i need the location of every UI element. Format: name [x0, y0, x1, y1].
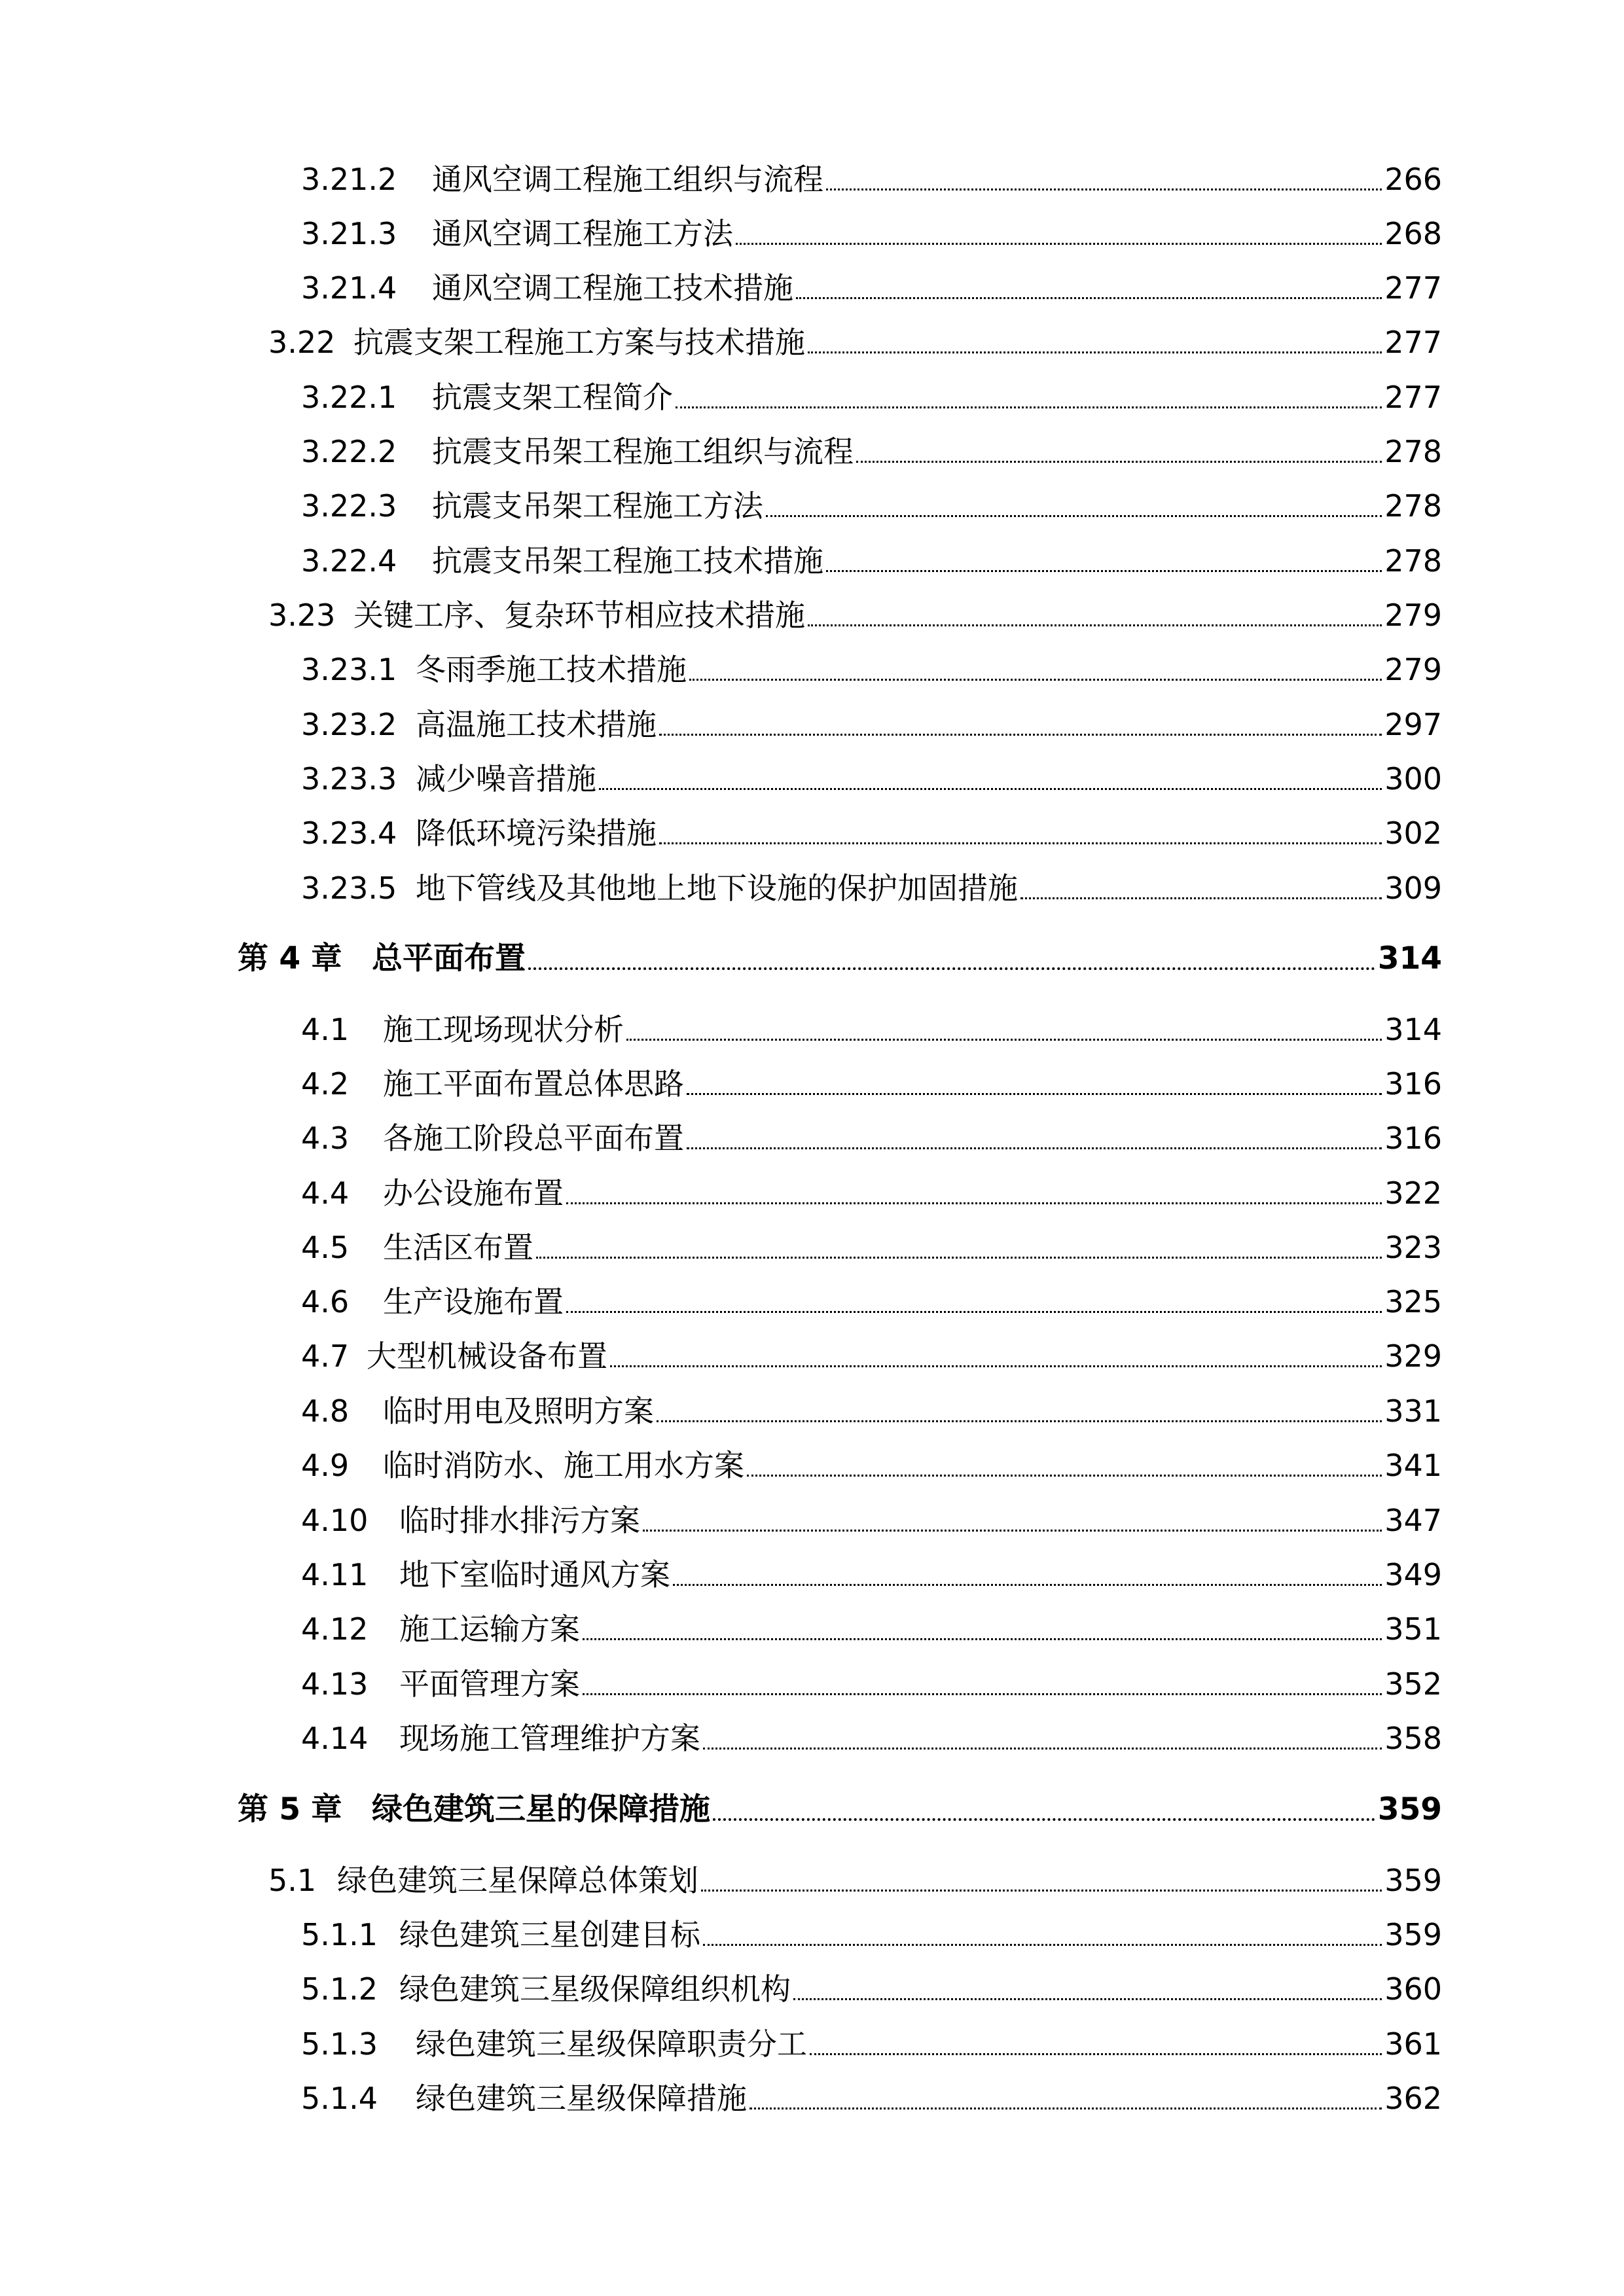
toc-entry-number: 3.23.5	[301, 870, 397, 906]
toc-entry-title: 施工运输方案	[399, 1611, 580, 1647]
toc-entry[interactable]	[301, 1715, 1442, 1761]
toc-entry-page-number: 322	[1384, 1175, 1442, 1211]
toc-entry-title: 抗震支吊架工程施工组织与流程	[432, 434, 854, 469]
toc-entry-title: 地下室临时通风方案	[399, 1557, 670, 1592]
toc-entry-page-number: 278	[1384, 488, 1442, 524]
toc-entry-title: 通风空调工程施工组织与流程	[432, 162, 823, 197]
dot-leader	[687, 1092, 1382, 1095]
toc-entry-title: 抗震支架工程施工方案与技术措施	[353, 325, 805, 360]
dot-leader	[676, 406, 1382, 408]
dot-leader	[749, 2107, 1382, 2109]
toc-entry-page-number: 360	[1384, 1971, 1442, 2007]
toc-entry-page-number: 279	[1384, 652, 1442, 687]
dot-leader	[703, 1943, 1382, 1946]
toc-entry[interactable]	[268, 1857, 1442, 1903]
toc-entry[interactable]	[301, 1279, 1442, 1325]
toc-chapter-entry[interactable]	[238, 1787, 1442, 1833]
toc-entry-page-number: 325	[1384, 1284, 1442, 1319]
toc-entry[interactable]	[301, 810, 1442, 856]
toc-entry-title: 平面管理方案	[399, 1666, 580, 1702]
toc-entry[interactable]	[301, 2021, 1442, 2067]
toc-entry-title: 临时用电及照明方案	[383, 1393, 654, 1429]
dot-leader	[808, 351, 1382, 353]
toc-entry-number: 5.1	[268, 1863, 317, 1898]
toc-entry-page-number: 277	[1384, 270, 1442, 306]
toc-entry-page-number: 352	[1384, 1666, 1442, 1702]
toc-entry-title: 各施工阶段总平面布置	[383, 1121, 684, 1156]
toc-entry-number: 4.5	[301, 1230, 350, 1265]
toc-entry[interactable]	[301, 1170, 1442, 1216]
dot-leader	[808, 624, 1382, 626]
dot-leader	[826, 569, 1382, 572]
toc-entry-number: 3.21.4	[301, 270, 397, 306]
toc-entry[interactable]	[301, 483, 1442, 529]
toc-entry-page-number: 362	[1384, 2081, 1442, 2116]
toc-entry[interactable]	[301, 1966, 1442, 2012]
dot-leader	[626, 1038, 1382, 1041]
toc-entry-number: 5.1.1	[301, 1917, 378, 1952]
toc-entry-title: 绿色建筑三星创建目标	[399, 1917, 700, 1952]
toc-entry-number: 3.23	[268, 598, 336, 633]
toc-entry[interactable]	[301, 211, 1442, 257]
toc-entry-number: 3.22	[268, 325, 336, 360]
toc-entry-title: 高温施工技术措施	[416, 707, 657, 742]
toc-entry[interactable]	[301, 647, 1442, 692]
toc-entry-number: 第 5 章	[238, 1791, 342, 1827]
toc-entry-title: 绿色建筑三星级保障组织机构	[399, 1971, 791, 2007]
dot-leader	[566, 1310, 1382, 1313]
toc-entry-number: 5.1.3	[301, 2026, 378, 2062]
toc-entry-title: 施工平面布置总体思路	[383, 1066, 684, 1102]
toc-entry-page-number: 351	[1384, 1611, 1442, 1647]
toc-entry-page-number: 359	[1384, 1863, 1442, 1898]
dot-leader	[689, 678, 1382, 681]
toc-entry[interactable]	[301, 702, 1442, 747]
toc-entry[interactable]	[301, 374, 1442, 420]
toc-entry[interactable]	[301, 265, 1442, 311]
toc-entry[interactable]	[301, 429, 1442, 475]
toc-entry-title: 临时排水排污方案	[399, 1503, 640, 1538]
toc-entry-page-number: 316	[1384, 1121, 1442, 1156]
dot-leader	[673, 1583, 1382, 1586]
toc-entry-number: 3.23.2	[301, 707, 397, 742]
toc-entry[interactable]	[301, 1443, 1442, 1488]
toc-entry-title: 抗震支吊架工程施工方法	[432, 488, 763, 524]
toc-entry-number: 4.12	[301, 1611, 369, 1647]
dot-leader	[793, 1998, 1382, 2000]
toc-entry-page-number: 297	[1384, 707, 1442, 742]
toc-entry-number: 4.14	[301, 1721, 369, 1756]
toc-entry-number: 4.8	[301, 1393, 350, 1429]
toc-entry-title: 绿色建筑三星级保障职责分工	[416, 2026, 807, 2062]
toc-entry[interactable]	[301, 756, 1442, 802]
toc-entry-title: 总平面布置	[372, 941, 526, 977]
toc-entry-number: 3.22.3	[301, 488, 397, 524]
toc-entry-number: 第 4 章	[238, 941, 342, 977]
toc-entry-page-number: 316	[1384, 1066, 1442, 1102]
toc-entry-number: 3.22.4	[301, 543, 397, 579]
dot-leader	[713, 1818, 1375, 1821]
dot-leader	[583, 1638, 1382, 1640]
toc-entry-title: 降低环境污染措施	[416, 816, 657, 851]
toc-entry-title: 地下管线及其他地上地下设施的保护加固措施	[416, 870, 1018, 906]
toc-entry[interactable]	[301, 1115, 1442, 1161]
toc-entry-page-number: 279	[1384, 598, 1442, 633]
dot-leader	[766, 514, 1382, 517]
dot-leader	[599, 787, 1382, 790]
toc-entry[interactable]	[301, 1498, 1442, 1543]
toc-entry-page-number: 349	[1384, 1557, 1442, 1592]
toc-entry-page-number: 359	[1377, 1791, 1442, 1827]
dot-leader	[701, 1889, 1382, 1892]
toc-entry-page-number: 266	[1384, 162, 1442, 197]
dot-leader	[796, 296, 1382, 299]
dot-leader	[736, 242, 1382, 245]
dot-leader	[810, 2053, 1382, 2055]
toc-entry-title: 生产设施布置	[383, 1284, 564, 1319]
toc-entry-number: 4.7	[301, 1338, 350, 1374]
toc-chapter-entry[interactable]	[238, 936, 1442, 982]
toc-entry[interactable]	[268, 592, 1442, 638]
toc-entry-title: 施工现场现状分析	[383, 1012, 624, 1047]
toc-entry-page-number: 329	[1384, 1338, 1442, 1374]
toc-entry-title: 大型机械设备布置	[367, 1338, 607, 1374]
toc-entry-number: 3.23.3	[301, 761, 397, 797]
toc-entry[interactable]	[301, 865, 1442, 911]
toc-entry-page-number: 331	[1384, 1393, 1442, 1429]
toc-entry[interactable]	[301, 538, 1442, 584]
toc-entry[interactable]	[301, 1007, 1442, 1052]
toc-entry[interactable]	[301, 1661, 1442, 1707]
dot-leader	[657, 1420, 1382, 1422]
dot-leader	[747, 1474, 1382, 1477]
toc-entry-title: 绿色建筑三星的保障措施	[372, 1791, 710, 1827]
toc-entry[interactable]	[301, 1912, 1442, 1958]
toc-entry-number: 3.22.2	[301, 434, 397, 469]
toc-entry-number: 5.1.4	[301, 2081, 378, 2116]
toc-entry-number: 5.1.2	[301, 1971, 378, 2007]
toc-entry-number: 3.21.2	[301, 162, 397, 197]
toc-entry-page-number: 300	[1384, 761, 1442, 797]
toc-entry-page-number: 302	[1384, 816, 1442, 851]
toc-entry-title: 减少噪音措施	[416, 761, 596, 797]
toc-entry-page-number: 358	[1384, 1721, 1442, 1756]
toc-entry-page-number: 277	[1384, 325, 1442, 360]
toc-entry-title: 现场施工管理维护方案	[399, 1721, 700, 1756]
toc-entry-title: 通风空调工程施工技术措施	[432, 270, 793, 306]
dot-leader	[1020, 897, 1382, 899]
dot-leader	[528, 967, 1375, 970]
dot-leader	[643, 1529, 1382, 1532]
toc-entry-number: 4.1	[301, 1012, 350, 1047]
dot-leader	[826, 188, 1382, 190]
toc-entry-page-number: 278	[1384, 434, 1442, 469]
toc-entry-page-number: 278	[1384, 543, 1442, 579]
dot-leader	[703, 1747, 1382, 1749]
toc-entry-page-number: 314	[1384, 1012, 1442, 1047]
toc-entry-number: 4.2	[301, 1066, 350, 1102]
toc-entry[interactable]	[301, 1333, 1442, 1379]
dot-leader	[536, 1256, 1382, 1259]
toc-entry[interactable]	[301, 2075, 1442, 2121]
toc-entry-number: 4.9	[301, 1448, 350, 1483]
toc-entry-number: 4.6	[301, 1284, 350, 1319]
toc-entry-title: 通风空调工程施工方法	[432, 216, 733, 251]
toc-entry-title: 临时消防水、施工用水方案	[383, 1448, 744, 1483]
toc-entry-title: 冬雨季施工技术措施	[416, 652, 687, 687]
toc-entry[interactable]	[301, 1061, 1442, 1107]
toc-entry-page-number: 277	[1384, 380, 1442, 415]
toc-entry-page-number: 268	[1384, 216, 1442, 251]
toc-entry-page-number: 323	[1384, 1230, 1442, 1265]
toc-entry-title: 关键工序、复杂环节相应技术措施	[353, 598, 805, 633]
toc-entry[interactable]	[301, 156, 1442, 202]
toc-entry-page-number: 341	[1384, 1448, 1442, 1483]
toc-entry-number: 3.23.1	[301, 652, 397, 687]
dot-leader	[687, 1147, 1382, 1149]
toc-entry-title: 办公设施布置	[383, 1175, 564, 1211]
toc-entry-title: 绿色建筑三星保障总体策划	[337, 1863, 698, 1898]
toc-entry-number: 4.3	[301, 1121, 350, 1156]
toc-entry-title: 生活区布置	[383, 1230, 533, 1265]
toc-entry-page-number: 361	[1384, 2026, 1442, 2062]
toc-entry-page-number: 309	[1384, 870, 1442, 906]
toc-entry-page-number: 359	[1384, 1917, 1442, 1952]
toc-entry-number: 3.23.4	[301, 816, 397, 851]
toc-entry-number: 4.10	[301, 1503, 369, 1538]
dot-leader	[856, 460, 1382, 463]
toc-entry[interactable]	[301, 1388, 1442, 1434]
toc-entry-number: 3.22.1	[301, 380, 397, 415]
toc-entry-title: 绿色建筑三星级保障措施	[416, 2081, 747, 2116]
dot-leader	[566, 1202, 1382, 1204]
toc-entry-page-number: 314	[1377, 941, 1442, 977]
toc-entry-number: 4.13	[301, 1666, 369, 1702]
dot-leader	[659, 842, 1382, 844]
toc-entry[interactable]	[268, 319, 1442, 365]
dot-leader	[659, 733, 1382, 736]
toc-entry-title: 抗震支架工程简介	[432, 380, 673, 415]
toc-entry-number: 3.21.3	[301, 216, 397, 251]
toc-entry-page-number: 347	[1384, 1503, 1442, 1538]
toc-entry-number: 4.4	[301, 1175, 350, 1211]
toc-entry-number: 4.11	[301, 1557, 369, 1592]
toc-entry[interactable]	[301, 1225, 1442, 1270]
dot-leader	[610, 1365, 1382, 1367]
toc-entry[interactable]	[301, 1552, 1442, 1598]
toc-entry[interactable]	[301, 1606, 1442, 1652]
toc-entry-title: 抗震支吊架工程施工技术措施	[432, 543, 823, 579]
dot-leader	[583, 1693, 1382, 1695]
